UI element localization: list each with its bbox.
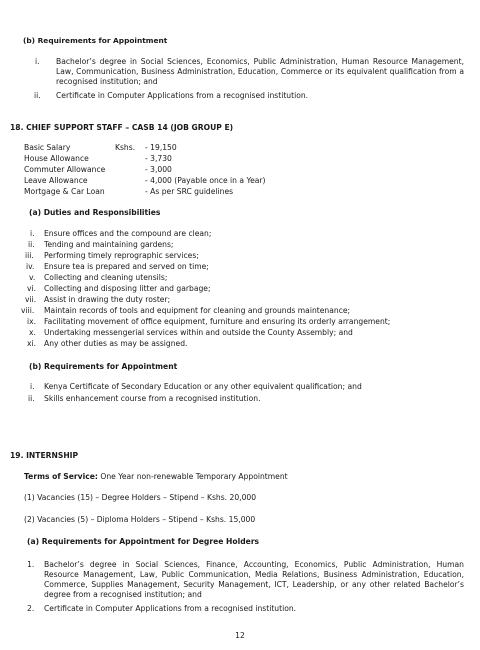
pay-label: House Allowance (24, 154, 89, 163)
terms-text: One Year non-renewable Temporary Appointment (97, 472, 288, 481)
list-item: Facilitating movement of office equipment, furniture and ensuring its orderly arrangement; (44, 317, 391, 326)
list-item: Certificate in Computer Applications from a recognised institution. (56, 91, 309, 100)
vacancy-line: (2) Vacancies (5) – Diploma Holders – Stipend – Kshs. 15,000 (24, 515, 256, 524)
section-heading-duties: (a) Duties and Responsibilities (29, 208, 161, 217)
list-item: Skills enhancement course from a recognised institution. (44, 394, 261, 403)
pay-value: - 3,000 (145, 165, 172, 174)
terms-of-service (24, 472, 288, 482)
list-number: iv. (26, 262, 35, 271)
list-number: 1. (27, 560, 35, 569)
list-number: vi. (27, 284, 37, 293)
list-item: Certificate in Computer Applications from a recognised institution. (44, 604, 297, 613)
job-heading: 18. CHIEF SUPPORT STAFF – CASB 14 (JOB GROUP E) (10, 123, 234, 132)
pay-value: - As per SRC guidelines (145, 187, 234, 196)
pay-value: - 19,150 (145, 143, 177, 152)
list-number: i. (30, 382, 35, 391)
list-item: Collecting and disposing litter and garbage; (44, 284, 211, 293)
list-item: Maintain records of tools and equipment for cleaning and grounds maintenance; (44, 306, 351, 315)
list-number: iii. (25, 251, 34, 260)
list-number: ii. (34, 91, 41, 100)
pay-label: Commuter Allowance (24, 165, 106, 174)
list-number: ii. (28, 394, 35, 403)
list-number: i. (35, 57, 40, 66)
vacancy-line: (1) Vacancies (15) – Degree Holders – Stipend – Kshs. 20,000 (24, 493, 257, 502)
list-item: Tending and maintaining gardens; (44, 240, 174, 249)
list-item: Bachelor’s degree in Social Sciences, Finance, Accounting, Economics, Public Administration, Human Resource Management, Law, Public Communication, Media Relations, Business Administration, Education, Commerce, Supplies Management, Security Management, ICT, Leadership, or any other related Bachelor’s degree from a recognised institution; and (44, 560, 464, 599)
list-item: Performing timely reprographic services; (44, 251, 199, 260)
list-item: Bachelor’s degree in Social Sciences, Economics, Public Administration, Human Resource Management, Law, Communication, Business Administration, Education, Commerce or its equivalent qualification from a recognised institution; and (56, 57, 464, 86)
list-item: Assist in drawing the duty roster; (44, 295, 171, 304)
list-number: v. (29, 273, 36, 282)
list-number: xi. (27, 339, 37, 348)
pay-label: Leave Allowance (24, 176, 88, 185)
job-heading: 19. INTERNSHIP (10, 451, 79, 460)
list-number: viii. (21, 306, 35, 315)
section-heading-requirements: (b) Requirements for Appointment (23, 36, 168, 45)
list-number: ii. (28, 240, 35, 249)
list-item: Undertaking messengerial services within and outside the County Assembly; and (44, 328, 353, 337)
list-item: Collecting and cleaning utensils; (44, 273, 168, 282)
list-item: Kenya Certificate of Secondary Education or any other equivalent qualification; and (44, 382, 362, 391)
list-number: vii. (25, 295, 37, 304)
list-item: Any other duties as may be assigned. (44, 339, 188, 348)
list-number: x. (29, 328, 36, 337)
section-heading-requirements: (a) Requirements for Appointment for Degree Holders (27, 537, 260, 546)
pay-label: Mortgage & Car Loan (24, 187, 105, 196)
list-item: Ensure offices and the compound are clean; (44, 229, 212, 238)
list-item: Ensure tea is prepared and served on time; (44, 262, 209, 271)
pay-label: Basic Salary (24, 143, 71, 152)
list-number: ix. (27, 317, 37, 326)
pay-value: - 3,730 (145, 154, 172, 163)
list-number: 2. (27, 604, 35, 613)
page-number: 12 (235, 631, 245, 640)
terms-label: Terms of Service: (24, 472, 98, 481)
list-number: i. (30, 229, 35, 238)
pay-value: - 4,000 (Payable once in a Year) (145, 176, 266, 185)
pay-currency: Kshs. (115, 143, 136, 152)
section-heading-requirements: (b) Requirements for Appointment (29, 362, 178, 371)
